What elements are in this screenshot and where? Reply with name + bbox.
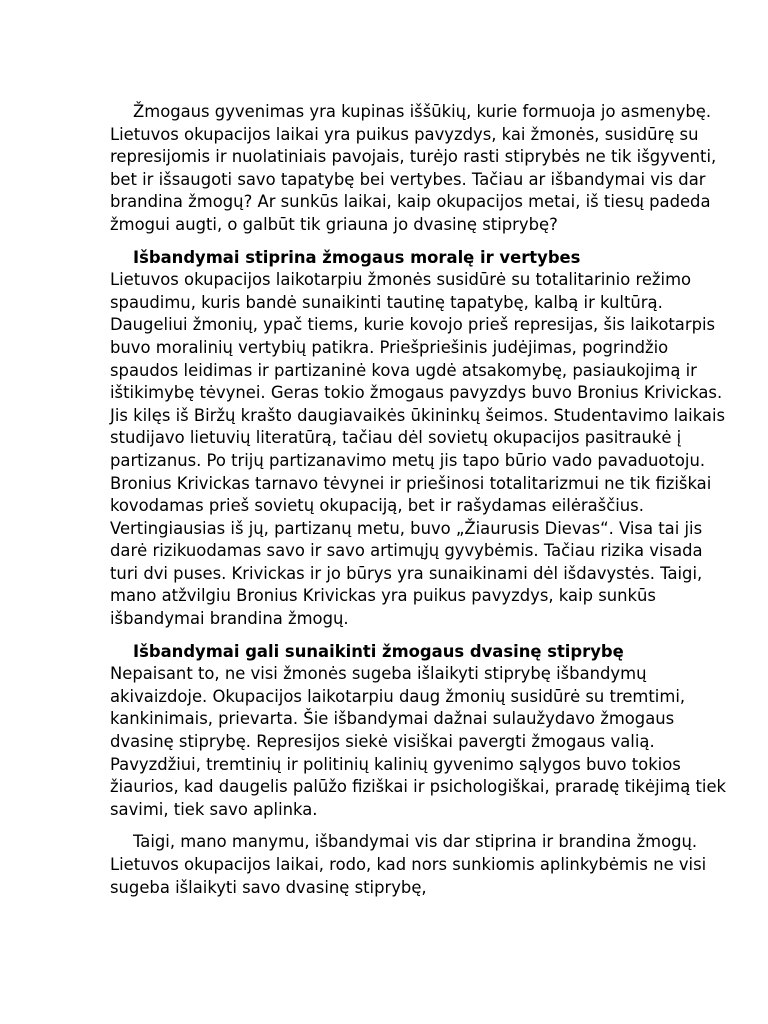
conclusion-paragraph: Taigi, mano manymu, išbandymai vis dar stiprina ir brandina žmogų. Lietuvos okupacijos laikai, rodo, kad nors sunkiomis aplinkybėmis ne visi sugeba išlaikyti savo dvasinę stiprybę, (110, 832, 707, 897)
section-2-heading: Išbandymai gali sunaikinti žmogaus dvasinę stiprybę (133, 641, 624, 661)
section-2-body: Nepaisant to, ne visi žmonės sugeba išlaikyti stiprybę išbandymų akivaizdoje. Okupacijos laikotarpiu daug žmonių susidūrė su tremtimi, kankinimais, prievarta. Šie išbandymai dažnai sulaužydavo žmogaus dvasinę stiprybę. Represijos siekė visiškai pavergti žmogaus valią. Pavyzdžiui, tremtinių ir politinių kalinių gyvenimo sąlygos buvo tokios žiaurios, kad daugelis palūžo fiziškai ir psichologiškai, praradę tikėjimą tiek savimi, tiek savo aplinka. (110, 664, 727, 819)
section-1-heading: Išbandymai stiprina žmogaus moralę ir vertybes (133, 247, 581, 267)
intro-paragraph: Žmogaus gyvenimas yra kupinas iššūkių, kurie formuoja jo asmenybę. Lietuvos okupacijos laikai yra puikus pavyzdys, kai žmonės, susidūrę su represijomis ir nuolatiniais pavojais, turėjo rasti stiprybės ne tik išgyventi, bet ir išsaugoti savo tapatybę bei vertybes. Tačiau ar išbandymai vis dar brandina žmogų? Ar sunkūs laikai, kaip okupacijos metai, iš tiesų padeda žmogui augti, o galbūt tik griauna jo dvasinę stiprybę? (110, 102, 717, 234)
document-page (110, 101, 732, 909)
section-1-body: Lietuvos okupacijos laikotarpiu žmonės susidūrė su totalitarinio režimo spaudimu, kuris bandė sunaikinti tautinę tapatybę, kalbą ir kultūrą. Daugeliui žmonių, ypač tiems, kurie kovojo prieš represijas, šis laikotarpis buvo moralinių vertybių patikra. Priešpriešinis judėjimas, pogrindžio spaudos leidimas ir partizaninė kova ugdė atsakomybę, pasiaukojimą ir ištikimybę tėvynei. Geras tokio žmogaus pavyzdys buvo Bronius Krivickas. Jis kilęs iš Biržų krašto daugiavaikės ūkininkų šeimos. Studentavimo laikais studijavo lietuvių literatūrą, tačiau dėl sovietų okupacijos pasitraukė į partizanus. Po trijų partizanavimo metų jis tapo būrio vado pavaduotoju. Bronius Krivickas tarnavo tėvynei ir priešinosi totalitarizmui ne tik fiziškai kovodamas prieš sovietų okupaciją, bet ir rašydamas eilėraščius. Vertingiausias iš jų, partizanų metu, buvo „Žiaurusis Dievas“. Visa tai jis darė rizikuodamas savo ir savo artimųjų gyvybėmis. Tačiau rizika visada turi dvi puses. Krivickas ir jo būrys yra sunaikinami dėl išdavystės. Taigi, mano atžvilgiu Bronius Krivickas yra puikus pavyzdys, kaip sunkūs išbandymai brandina žmogų. (110, 270, 726, 629)
section-1 (110, 247, 732, 631)
section-2 (110, 641, 732, 822)
